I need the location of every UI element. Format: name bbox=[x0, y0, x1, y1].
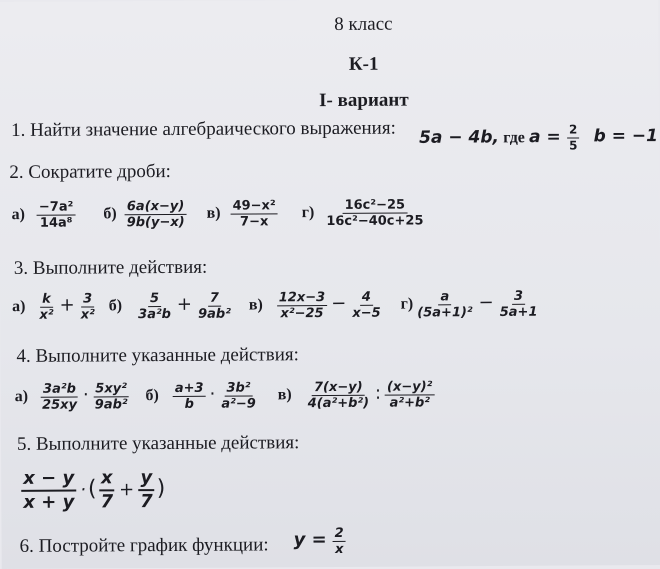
task4-c-f1 bbox=[306, 380, 371, 411]
task6-num: 2 bbox=[333, 526, 346, 542]
task3-d-f1 bbox=[415, 289, 475, 320]
task3-b-f1-den: 3a²b bbox=[138, 306, 171, 323]
task3-d-f1-den: (5a+1)² bbox=[417, 305, 473, 321]
task4-c-op: : bbox=[374, 382, 382, 404]
task5-f3-den: 7 bbox=[140, 491, 153, 513]
task6-expression bbox=[293, 526, 347, 557]
task3-a-f1 bbox=[37, 292, 55, 323]
task1-where: где bbox=[503, 129, 525, 147]
test-title: К-1 bbox=[348, 53, 379, 75]
task4-b-f2-den: a²−9 bbox=[221, 396, 256, 412]
task3-b-op: + bbox=[176, 294, 193, 316]
task4-c-f2-num: (x−y)² bbox=[385, 379, 434, 395]
task4-c-f2 bbox=[385, 379, 435, 410]
task2-a-label: а) bbox=[11, 206, 25, 224]
task4-c-label: в) bbox=[277, 386, 292, 404]
task3-row bbox=[12, 289, 541, 323]
task2-d-num: 16c²−25 bbox=[343, 198, 408, 214]
task2-b-den: 9b(y−x) bbox=[126, 214, 185, 231]
task3-c-f2 bbox=[350, 290, 383, 321]
task6-den: x bbox=[335, 541, 344, 557]
task3-b-f2-den: 9ab² bbox=[197, 306, 231, 322]
task5-f1 bbox=[21, 468, 76, 514]
task5-text: 5. Выполните указанные действия: bbox=[16, 432, 300, 455]
task4-b-f2-num: 3b² bbox=[224, 380, 252, 396]
task4-a-f2-num: 5xy² bbox=[93, 381, 129, 397]
task3-c-f1-num: 12x−3 bbox=[277, 290, 328, 306]
task4-b-label: б) bbox=[145, 387, 159, 405]
task5-dot: · bbox=[80, 479, 87, 501]
task4-a-f2-den: 9ab² bbox=[94, 397, 128, 413]
task3-d-f2 bbox=[498, 289, 540, 320]
task4-row bbox=[15, 379, 437, 413]
task4-a-f1 bbox=[40, 382, 79, 413]
task4-a-f1-num: 3a²b bbox=[41, 382, 78, 398]
task3-a-f2 bbox=[79, 291, 97, 322]
task3-d-f1-num: a bbox=[438, 289, 451, 305]
task2-c-fraction bbox=[231, 198, 278, 229]
task3-b-label: б) bbox=[108, 297, 123, 315]
task2-row bbox=[11, 197, 427, 231]
variant-title: I- вариант bbox=[319, 89, 409, 112]
task3-c-f1-den: x²−25 bbox=[280, 306, 324, 322]
task6-text: 6. Постройте график функции: bbox=[19, 534, 269, 557]
task4-b-f1-num: a+3 bbox=[173, 381, 206, 397]
task5-expression bbox=[19, 467, 165, 514]
task1-a-num: 2 bbox=[567, 122, 579, 138]
grade-title: 8 класс bbox=[334, 13, 393, 35]
task4-a-label: а) bbox=[14, 388, 29, 406]
task5-f2 bbox=[98, 467, 115, 513]
task2-c-num: 49−x² bbox=[231, 198, 278, 214]
task4-a-op: · bbox=[82, 384, 89, 406]
task2-d-den: 16c²−40c+25 bbox=[326, 213, 424, 230]
task4-a-f1-den: 25xy bbox=[42, 397, 78, 413]
task2-a-num: −7a² bbox=[37, 200, 76, 216]
task3-a-f1-den: x² bbox=[39, 307, 54, 323]
task5-f3 bbox=[138, 467, 155, 513]
task5-op: + bbox=[119, 479, 135, 501]
task4-b-f1 bbox=[173, 381, 206, 412]
task1-a-fraction bbox=[567, 122, 580, 153]
task3-c-op: − bbox=[331, 293, 347, 315]
task1-expr: 5a − 4b, bbox=[419, 127, 500, 148]
task3-d-op: − bbox=[478, 292, 494, 314]
task5-f2-num: x bbox=[99, 467, 115, 491]
task1-text: 1. Найти значение алгебраического выражения: bbox=[10, 117, 396, 141]
task5-f1-num: x − y bbox=[21, 468, 76, 492]
task3-d-f2-num: 3 bbox=[512, 289, 525, 305]
task2-c-den: 7−x bbox=[239, 214, 269, 230]
task2-c-label: в) bbox=[206, 204, 221, 222]
task4-c-f1-num: 7(x−y) bbox=[312, 380, 365, 396]
task3-a-f1-num: k bbox=[40, 292, 53, 308]
task3-b-f2-num: 7 bbox=[208, 291, 221, 307]
task2-b-label: б) bbox=[103, 205, 117, 223]
task5-f1-den: x + y bbox=[23, 491, 75, 513]
task3-a-label: а) bbox=[12, 298, 26, 316]
task1-a-lhs: a = bbox=[529, 126, 561, 148]
task3-a-op: + bbox=[59, 294, 75, 316]
task4-c-f2-den: a²+b² bbox=[389, 395, 430, 411]
task3-c-f2-den: x−5 bbox=[352, 305, 381, 321]
task2-b-num: 6a(x−y) bbox=[125, 199, 187, 215]
task4-b-f1-den: b bbox=[184, 396, 194, 412]
task5-close-paren: ) bbox=[156, 476, 166, 502]
task4-b-op: · bbox=[209, 383, 216, 405]
task3-c-f2-num: 4 bbox=[360, 290, 373, 306]
task4-b-f2 bbox=[219, 380, 258, 411]
task3-a-f2-den: x² bbox=[80, 307, 95, 323]
task2-d-fraction bbox=[324, 197, 425, 229]
task1-a-den: 5 bbox=[569, 138, 578, 153]
task2-text: 2. Сократите дроби: bbox=[9, 160, 171, 183]
task3-a-f2-num: 3 bbox=[81, 291, 94, 307]
task3-d-label: г) bbox=[400, 295, 414, 313]
task5-open-paren: ( bbox=[87, 476, 97, 502]
task5-f2-den: 7 bbox=[100, 491, 114, 513]
task3-b-f1-num: 5 bbox=[148, 291, 161, 307]
task2-a-fraction bbox=[37, 200, 76, 231]
task1-expression bbox=[419, 122, 658, 154]
task3-b-f2 bbox=[196, 291, 233, 322]
task3-text: 3. Выполните действия: bbox=[13, 256, 208, 279]
task2-d-label: г) bbox=[301, 204, 315, 222]
task4-a-f2 bbox=[93, 381, 130, 412]
task5-f3-num: y bbox=[138, 467, 154, 491]
task3-c-label: в) bbox=[248, 296, 263, 314]
task4-c-f1-den: 4(a²+b²) bbox=[307, 395, 370, 412]
task3-c-f1 bbox=[277, 290, 328, 321]
task6-fraction bbox=[333, 526, 346, 557]
task6-lhs: y = bbox=[293, 529, 327, 551]
task3-b-f1 bbox=[136, 291, 173, 322]
task3-d-f2-den: 5a+1 bbox=[499, 304, 538, 320]
task4-text: 4. Выполните указанные действия: bbox=[16, 344, 299, 367]
task1-b-eq: b = −1 bbox=[593, 126, 659, 147]
task2-a-den: 14a⁸ bbox=[39, 215, 73, 231]
task2-b-fraction bbox=[125, 199, 187, 230]
